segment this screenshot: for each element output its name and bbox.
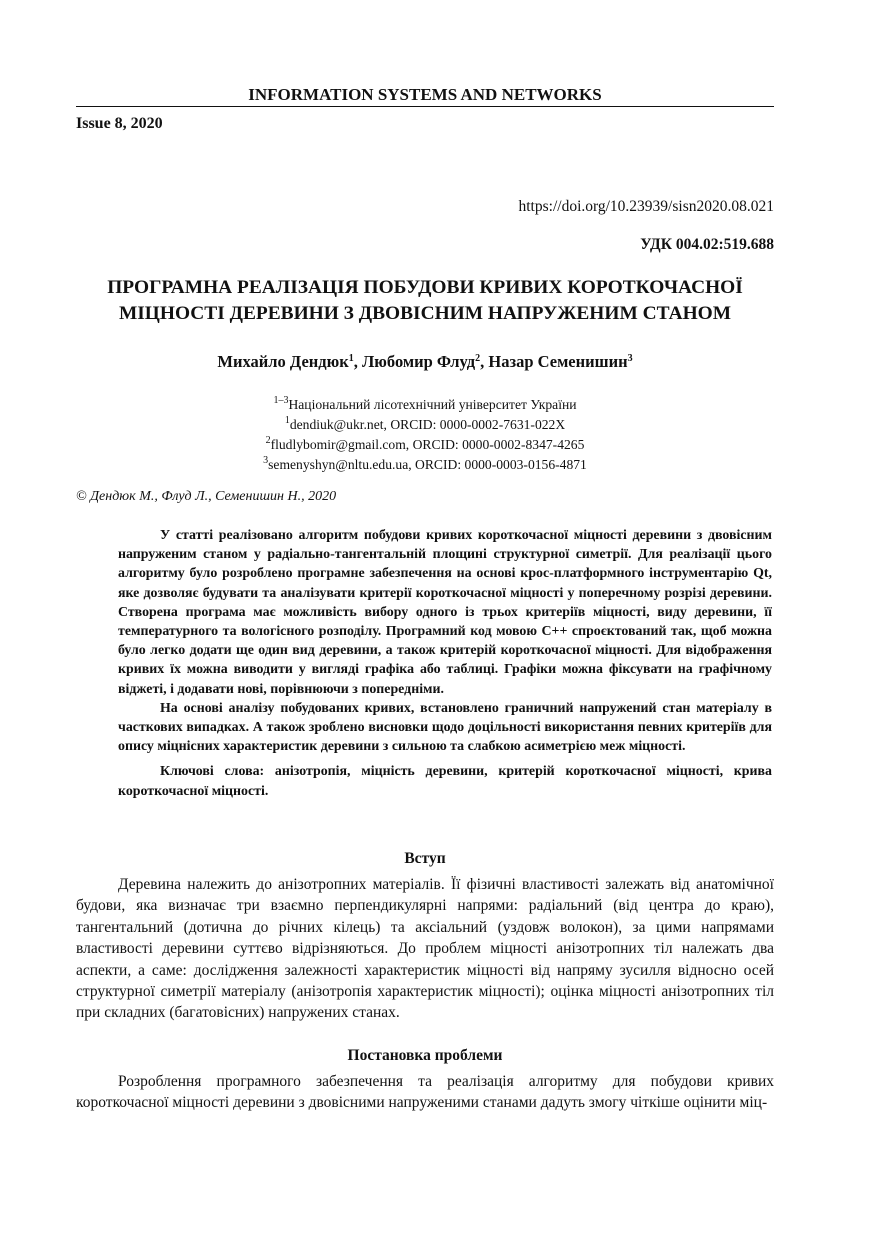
journal-title: INFORMATION SYSTEMS AND NETWORKS [248,85,602,104]
affiliation-text: Національний лісотехнічний університет України [288,397,577,412]
author-1-sup: 1 [348,353,354,364]
author-1: Михайло Дендюк [217,352,349,371]
section-heading-problem: Постановка проблеми [347,1047,503,1064]
email-orcid-text: semenyshyn@nltu.edu.ua, ORCID: 0000-0003-0156-4871 [268,457,587,472]
email-orcid-text: fludlybomir@gmail.com, ORCID: 0000-0002-8347-4265 [270,437,585,452]
section-heading-intro: Вступ [404,850,446,867]
section-intro-body [76,874,774,1024]
section-problem-body [76,1071,774,1114]
author-2-sup: 2 [475,353,481,364]
keywords: Ключові слова: анізотропія, міцність деревини, критерій короткочасної міцності, крива короткочасної міцності. [118,764,772,799]
email-orcid-text: dendiuk@ukr.net, ORCID: 0000-0002-7631-022X [289,417,566,432]
header-rule [76,106,774,107]
author-3-sup: 3 [627,353,633,364]
doi-link[interactable]: https://doi.org/10.23939/sisn2020.08.021 [518,198,774,215]
problem-paragraph: Розроблення програмного забезпечення та реалізація алгоритму для побудови кривих короткочасної міцності деревини з двовісними напруженими станами дадуть змогу чіткіше оцінити міц- [76,1073,774,1112]
abstract-paragraph-2: На основі аналізу побудованих кривих, встановлено граничний напружений стан матеріалу в часткових випадках. А також зроблено висновки щодо доцільності використання певних критеріїв для опису міцнісних характеристик деревини з сильною та слабкою асиметрією меж міцності. [118,700,772,755]
affiliation-email-3 [76,455,774,476]
affiliation-email-2 [76,435,774,456]
affiliation-sup: 1 [284,415,290,426]
udk-code: УДК 004.02:519.688 [640,236,774,253]
author-2: Любомир Флуд [362,352,476,371]
intro-paragraph: Деревина належить до анізотропних матеріалів. Її фізичні властивості залежать від анатомічної будови, яка визначає три взаємно перпендикулярні напрями: радіальний (від центра до краю), тангентальний (дотична до річних кілець) та аксіальний (уздовж волокон), за цими напрямами властивості деревини суттєво відрізняються. До проблем міцності анізотропних тіл належать два аспекти, а саме: дослідження залежності характеристик міцності від напряму зусилля відносно осей структурної симетрії матеріалу (анізотропія характеристик міцності); оцінка міцності анізотропних тіл при складних (багатовісних) напружених станах. [76,876,774,1022]
abstract [118,526,772,801]
author-list: Михайло Дендюк$^1$, Любомир Флуд$^2$, Назар Семенишин$^3$ [217,352,633,371]
affiliation-sup: 3 [263,455,269,466]
affiliation-institution [76,395,774,416]
affiliation-sup: 2 [265,435,271,446]
affiliation-sup: 1–3 [273,395,289,406]
issue-label: Issue 8, 2020 [76,115,163,132]
paper-title: ПРОГРАМНА РЕАЛІЗАЦІЯ ПОБУДОВИ КРИВИХ КОРОТКОЧАСНОЇ МІЦНОСТІ ДЕРЕВИНИ З ДВОВІСНИМ НАПРУЖЕНИМ СТАНОМ [107,277,743,324]
author-3: Назар Семенишин [488,352,628,371]
copyright-line: © Дендюк М., Флуд Л., Семенишин Н., 2020 [76,489,337,504]
abstract-paragraph-1: У статті реалізовано алгоритм побудови кривих короткочасної міцності деревини з двовісним напруженим станом у радіально-тангентальній площині структурної симетрії. Для реалізації цього алгоритму було розроблено програмне забезпечення на основі крос-платформного інструментарію Qt, яке дозволяє будувати та аналізувати критерії короткочасної міцності у поперечному розрізі деревини. Створена програма має можливість вибору одного із трьох критеріїв міцності, виду деревини, її температурного та вологісного розподілу. Програмний код мовою С++ спроєктований так, щоб можна було легко додати ще один вид деревини, а також критерій короткочасної міцності. Для відображення кривих їх можна виводити у вигляді графіка або таблиці. Графіки можна фіксувати на графічному віджеті, і додавати нові, порівнюючи з попередніми. [118,528,772,697]
affiliation-email-1 [76,415,774,436]
